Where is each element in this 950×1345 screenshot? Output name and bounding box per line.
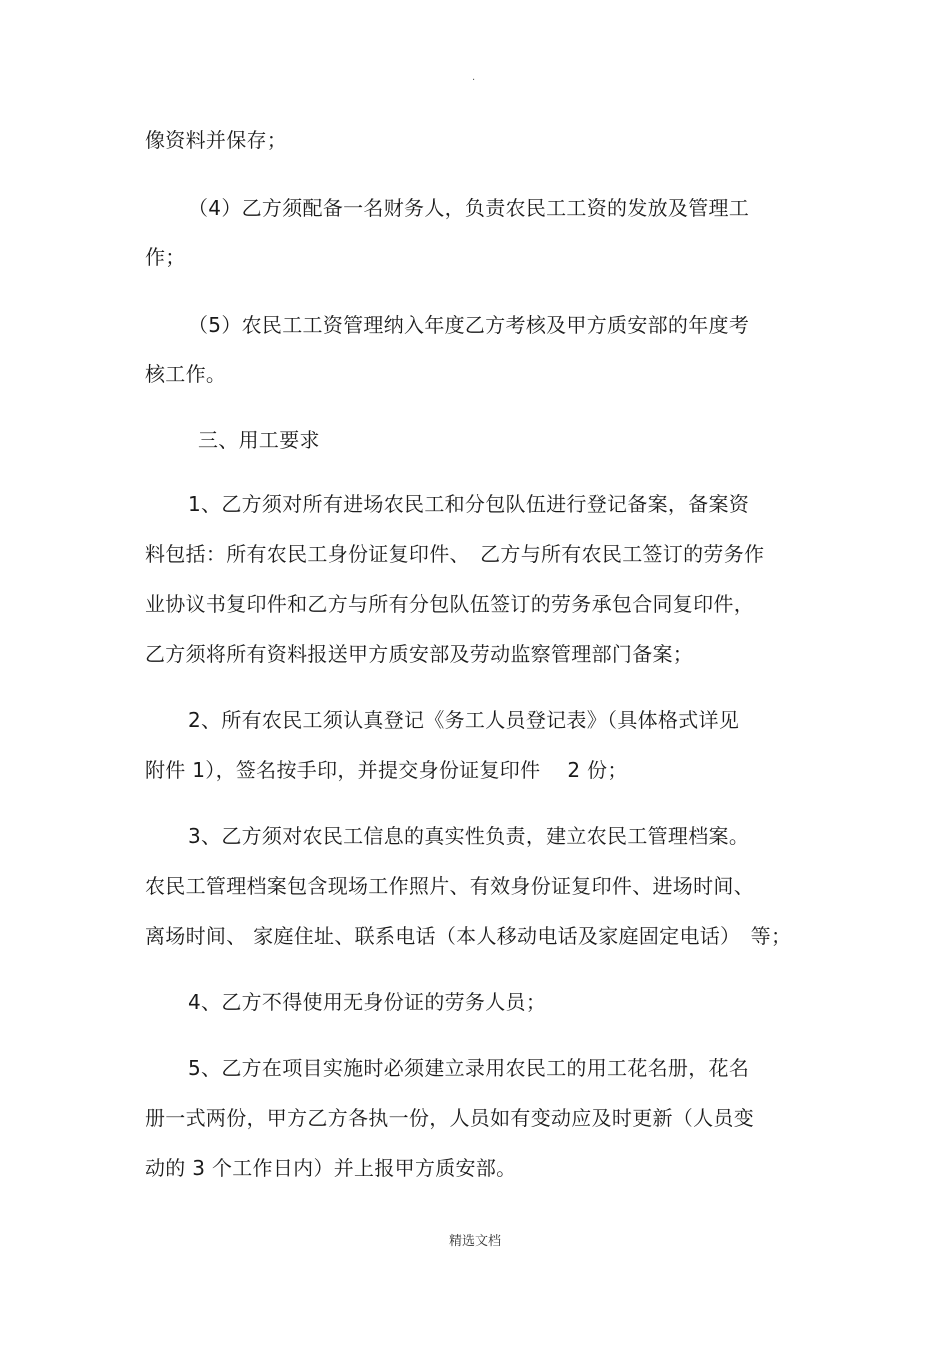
paragraph-line: 乙方须将所有资料报送甲方质安部及劳动监察管理部门备案；	[145, 642, 694, 666]
paragraph-line: 核工作。	[145, 362, 227, 386]
paragraph-line: （4）乙方须配备一名财务人，负责农民工工资的发放及管理工	[188, 196, 750, 220]
paragraph-line: 离场时间、 家庭住址、联系电话（本人移动电话及家庭固定电话） 等；	[145, 924, 792, 948]
header-mark: .	[472, 72, 476, 83]
paragraph-line: 2、所有农民工须认真登记《务工人员登记表》（具体格式详见	[188, 708, 740, 732]
paragraph-line: （5）农民工工资管理纳入年度乙方考核及甲方质安部的年度考	[188, 313, 750, 337]
paragraph-line: 册一式两份，甲方乙方各执一份，人员如有变动应及时更新（人员变	[145, 1106, 754, 1130]
paragraph-line: 像资料并保存；	[145, 128, 288, 152]
paragraph-line: 4、乙方不得使用无身份证的劳务人员；	[188, 990, 547, 1014]
footer-label: 精选文档	[448, 1234, 501, 1249]
paragraph-line: 1、乙方须对所有进场农民工和分包队伍进行登记备案，备案资	[188, 492, 750, 516]
paragraph-line: 作；	[145, 245, 186, 269]
section-heading: 三、用工要求	[198, 428, 320, 452]
paragraph-line: 动的 3 个工作日内）并上报甲方质安部。	[145, 1156, 517, 1180]
paragraph-line: 附件 1），签名按手印，并提交身份证复印件 2 份；	[145, 758, 628, 782]
paragraph-line: 5、乙方在项目实施时必须建立录用农民工的用工花名册，花名	[188, 1056, 750, 1080]
paragraph-line: 料包括：所有农民工身份证复印件、 乙方与所有农民工签订的劳务作	[145, 542, 765, 566]
paragraph-line: 3、乙方须对农民工信息的真实性负责，建立农民工管理档案。	[188, 824, 750, 848]
paragraph-line: 业协议书复印件和乙方与所有分包队伍签订的劳务承包合同复印件，	[145, 592, 754, 616]
paragraph-line: 农民工管理档案包含现场工作照片、有效身份证复印件、进场时间、	[145, 874, 754, 898]
